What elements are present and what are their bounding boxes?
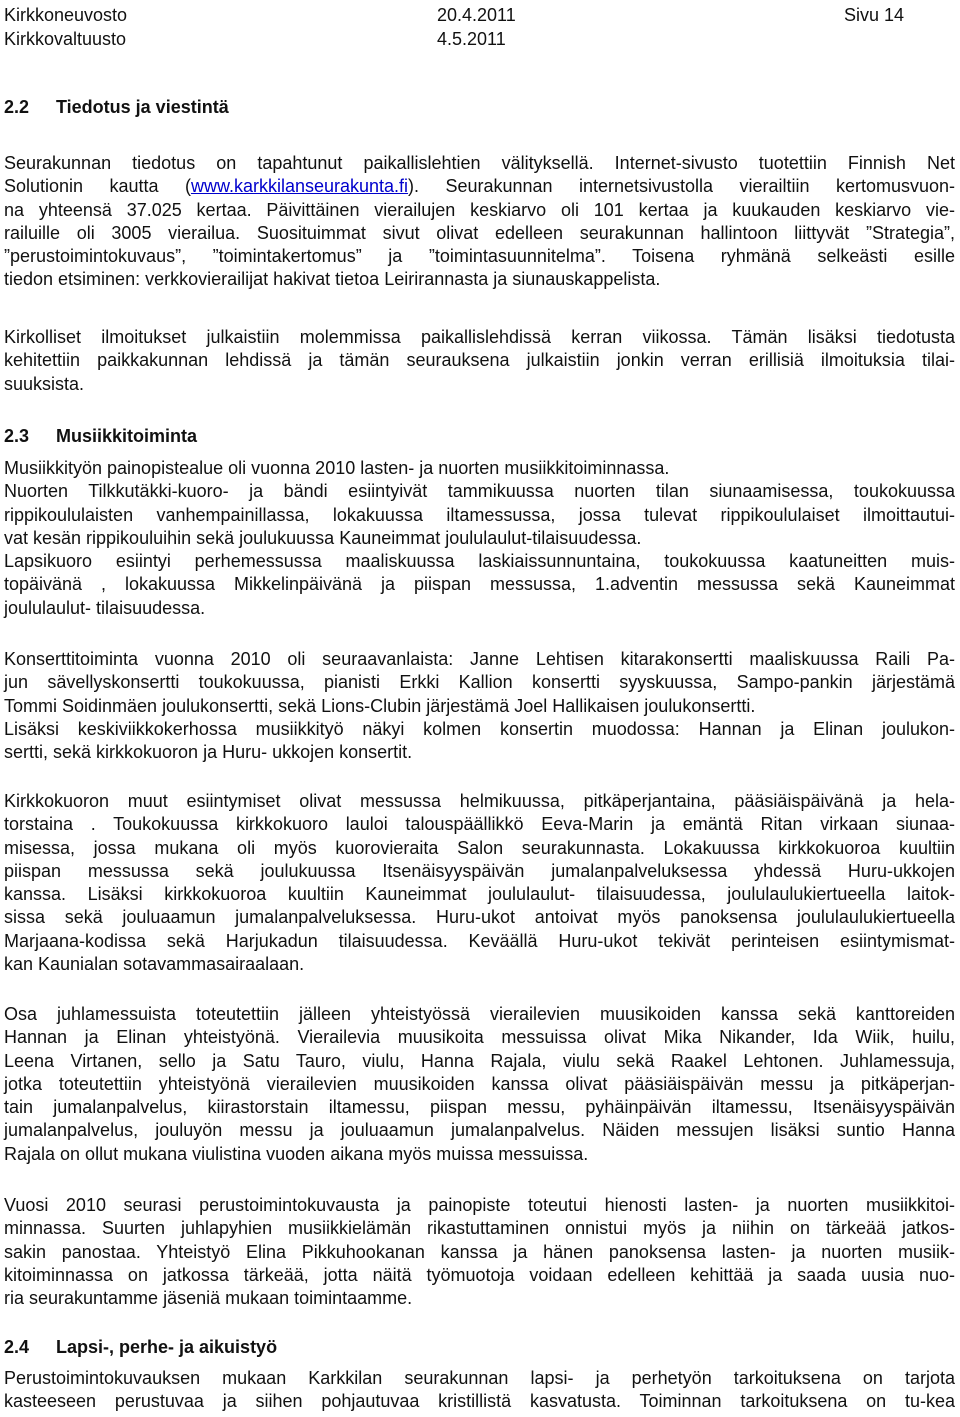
header-page-number: Sivu 14 <box>844 5 905 25</box>
text-line: sakin panostaa. Yhteistyö Elina Pikkuhookanan kanssa ja hänen panoksensa lasten- ja nuorten musiik- <box>4 1241 955 1262</box>
text-line: kehitettiin paikkakunnan lehdissä ja tämän seurauksena julkaistiin jonkin verran erillisiä ilmoituksia tilai- <box>4 350 955 371</box>
text-line: kanssa. Lisäksi kirkkokuoroa kuultiin Kauneimmat joululaulut- tilaisuudessa, joululaulukiertueella laitok- <box>4 884 955 905</box>
text-line: kitoiminnassa on jatkossa tärkeää, jotta näitä työmuotoja voidaan edelleen kehittää ja saada uusia nuo- <box>4 1264 955 1285</box>
text-line: joululaulut- tilaisuudessa. <box>4 597 206 618</box>
text-line: torstaina . Toukokuussa kirkkokuoro lauloi talouspäällikkö Eeva-Marin ja emäntä Ritan virkaan siunaa- <box>4 814 955 835</box>
header-date-1: 20.4.2011 <box>437 5 516 25</box>
text-line: Kirkkokuoron muut esiintymiset olivat messussa helmikuussa, pitkäperjantaina, pääsiäispäivänä ja hela- <box>4 791 955 811</box>
text-line: topäivänä , lokakuussa Mikkelinpäivänä ja piispan messussa, 1.adventin messussa sekä Kauneimmat <box>4 574 955 595</box>
text-line: Musiikkityön painopistealue oli vuonna 2010 lasten- ja nuorten musiikkitoiminnassa. <box>4 458 670 478</box>
text-line: Lisäksi keskiviikkokerhossa musiikkityö näkyi kolmen konsertin muodossa: Hannan ja Elinan joulukon- <box>4 718 955 739</box>
paragraph-festive-masses <box>4 1003 955 1166</box>
text-line: kan Kaunialan sotavammasairaalaan. <box>4 954 305 975</box>
text-line: Kirkolliset ilmoitukset julkaistiin molemmissa paikallislehdissä kerran viikossa. Tämän lisäksi tiedotusta <box>4 327 955 347</box>
text-line: Perustoimintokuvauksen mukaan Karkkilan seurakunnan lapsi- ja perhetyön tarkoituksena on tarjota <box>4 1368 955 1388</box>
text-line: sertti, sekä kirkkokuoron ja Huru- ukkojen konsertit. <box>4 742 413 763</box>
paragraph-church-choir <box>4 790 955 976</box>
text-line: Osa juhlamessuista toteutettiin jälleen yhteistyössä vierailevien muusikoiden kanssa sekä kanttoreiden <box>4 1004 955 1024</box>
text-line: minnassa. Suurten juhlapyhien musiikkielämän rikastuttaminen onnistui myös ja niihin on tärkeää jatkos- <box>4 1218 955 1239</box>
text-line: piispan messussa sekä joulukuussa Itsenäisyyspäivän jumalanpalveluksessa yhdessä Huru-ukkojen <box>4 860 955 881</box>
text-line: vat kesän rippikouluihin sekä joulukuussa Kauneimmat joululaulut-tilaisuudessa. <box>4 527 642 548</box>
text-fragment: Solutionin kautta ( <box>4 176 191 197</box>
text-line: sissa sekä jouluaamun jumalanpalveluksessa. Huru-ukot antoivat myös panoksensa joululaulukiertueella <box>4 907 955 928</box>
text-line: ria seurakuntamme jäseniä mukaan toimintaamme. <box>4 1288 413 1309</box>
text-line: tiedon etsiminen: verkkovierailijat hakivat tietoa Leirirannasta ja siunauskappelista. <box>4 269 661 290</box>
text-line: Lapsikuoro esiintyi perhemessussa maaliskuussa laskiaissunnuntaina, toukokuussa kaatuneitten muis- <box>4 551 955 572</box>
text-line: Marjaana-kodissa sekä Harjukadun tilaisuudessa. Keväällä Huru-ukot tekivät perinteisen esiintymismat- <box>4 930 955 951</box>
text-line: Tommi Soidinmäen joulukonsertti, sekä Lions-Clubin järjestämä Joel Hallikaisen joulukonsertti. <box>4 695 756 716</box>
text-line: Konserttitoiminta vuonna 2010 oli seuraavanlaista: Janne Lehtisen kitarakonsertti maaliskuussa Raili Pa- <box>4 649 955 669</box>
website-link[interactable]: www.karkkilanseurakunta.fi <box>190 176 409 197</box>
section-number: 2.4 <box>4 1337 30 1357</box>
text-fragment: ). Seurakunnan internetsivustolla vierailtiin kertomusvuon- <box>408 176 955 197</box>
text-line: jumalanpalvelus, jouluyön messu ja jouluaamun jumalanpalvelus. Näiden messujen lisäksi suntio Hanna <box>4 1120 955 1141</box>
text-line-with-link <box>4 175 955 198</box>
text-line: jun sävellyskonsertti toukokuussa, pianisti Erkki Kallion konsertti syyskuussa, Sampo-pankin järjestämä <box>4 672 955 693</box>
text-line: railuille oli 3005 vierailua. Suosituimmat sivut olivat edelleen seurakunnan hallintoon liittyvät ”Strategia”, <box>4 222 955 243</box>
paragraph-music-focus <box>4 457 955 620</box>
section-number: 2.3 <box>4 426 30 446</box>
header-org-1: Kirkkoneuvosto <box>4 5 128 25</box>
paragraph-child-family-work <box>4 1367 955 1414</box>
paragraph-summary-2010 <box>4 1194 955 1310</box>
text-line: jotka toteutettiin yhteistyönä vierailevien muusikoiden kanssa olivat pääsiäispäivän messu ja pitkäperjan- <box>4 1073 955 1094</box>
text-line: Vuosi 2010 seurasi perustoimintokuvausta ja painopiste toteutui hienosti lasten- ja nuorten musiikkitoi- <box>4 1195 955 1215</box>
section-heading-2-2 <box>4 96 229 118</box>
section-title: Tiedotus ja viestintä <box>56 97 229 117</box>
header-date-2: 4.5.2011 <box>437 29 506 49</box>
section-heading-2-3 <box>4 425 197 447</box>
text-line: misessa, jossa mukana oli myös kuorovieraita Salon seurakunnasta. Lokakuussa kirkkokuoroa kuultiin <box>4 837 955 858</box>
text-line: suuksista. <box>4 373 85 394</box>
text-line: Hannan ja Elinan yhteistyönä. Vierailevia muusikoita messuissa olivat Mika Nikander, Ida Wiik, huilu, <box>4 1027 955 1048</box>
section-title: Musiikkitoiminta <box>56 426 198 446</box>
text-line: ”perustoimintokuvaus”, ”toimintakertomus” ja ”toimintasuunnitelma”. Toisena ryhmänä selkeästi esille <box>4 246 955 267</box>
text-line: kasteeseen perustuvaa ja siihen pohjautuvaa kristillistä kasvatusta. Toiminnan tarkoituksena on tu-kea <box>4 1391 955 1412</box>
text-line: Seurakunnan tiedotus on tapahtunut paikallislehtien välityksellä. Internet-sivusto tuotettiin Finnish Net <box>4 153 955 173</box>
paragraph-concerts <box>4 648 955 764</box>
paragraph-communication <box>4 152 955 292</box>
paragraph-announcements <box>4 326 955 396</box>
section-title: Lapsi-, perhe- ja aikuistyö <box>56 1337 278 1357</box>
text-line: tain jumalanpalvelus, kiirastorstain iltamessu, piispan messu, pyhäinpäivän iltamessu, Itsenäisyyspäivän <box>4 1097 955 1118</box>
text-line: na yhteensä 37.025 kertaa. Päivittäinen vierailujen keskiarvo oli 101 kertaa ja kuukauden keskiarvo vie- <box>4 199 955 220</box>
section-heading-2-4 <box>4 1336 277 1358</box>
text-line: Nuorten Tilkkutäkki-kuoro- ja bändi esiintyivät tammikuussa nuorten tilan siunaamisessa, toukokuussa <box>4 481 955 502</box>
section-number: 2.2 <box>4 97 30 117</box>
text-line: rippikoululaisten vanhempainillassa, lokakuussa iltamessussa, jossa tulevat rippikoululaiset ilmoittautui- <box>4 504 955 525</box>
header-org-2: Kirkkovaltuusto <box>4 29 127 49</box>
text-line: Rajala on ollut mukana viulistina vuoden aikana myös muissa messuissa. <box>4 1143 589 1164</box>
text-line: Leena Virtanen, sello ja Satu Tauro, viulu, Hanna Rajala, viulu sekä Raakel Lehtonen. Juhlamessuja, <box>4 1050 955 1071</box>
